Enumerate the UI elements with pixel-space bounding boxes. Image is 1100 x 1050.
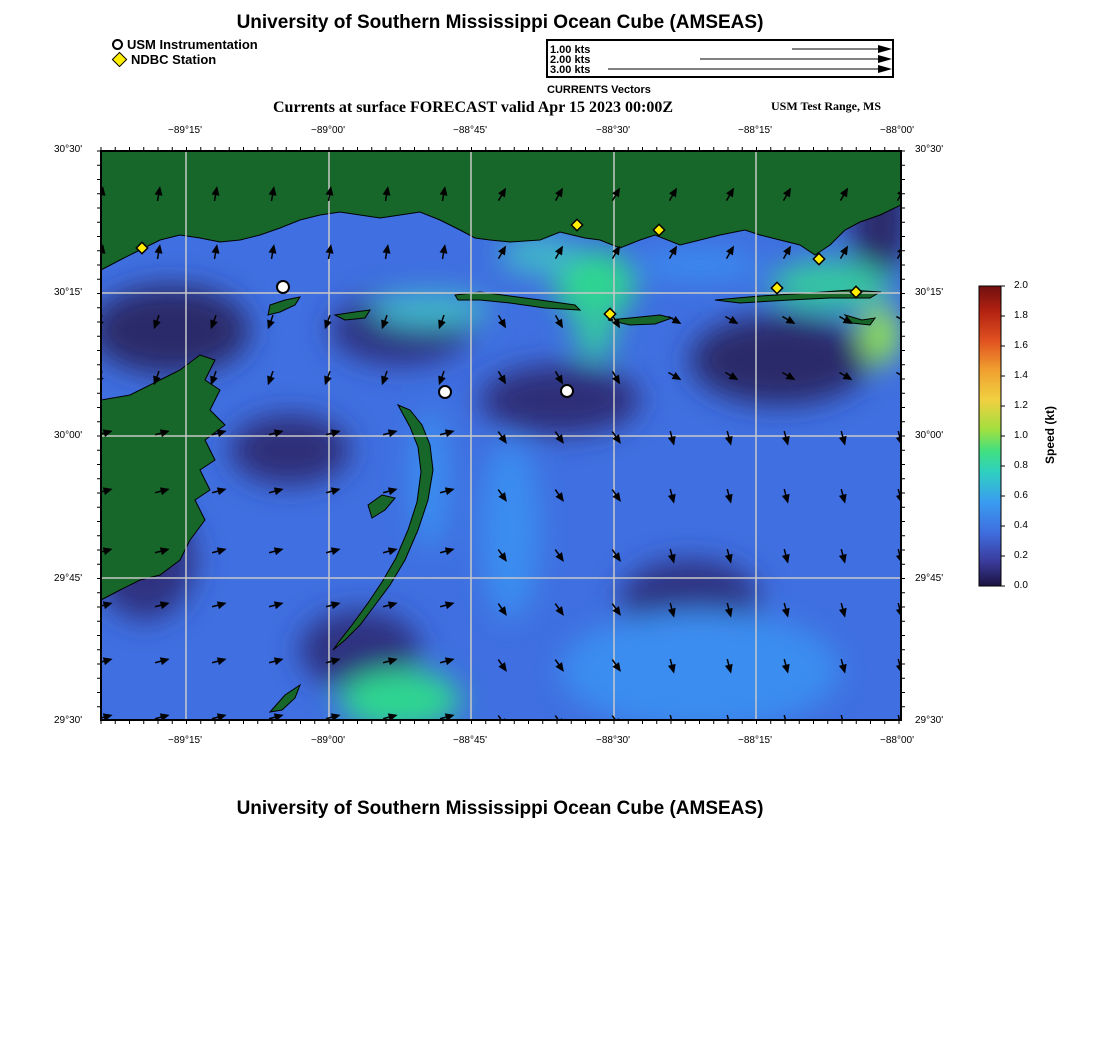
page-title: University of Southern Mississippi Ocean Cube (AMSEAS): [236, 12, 764, 33]
lon-tick-top-4: −88°30': [596, 125, 630, 136]
legend-usm-label: USM Instrumentation: [127, 37, 258, 52]
lon-tick-top-3: −88°45': [453, 125, 487, 136]
colorbar-tick: 1.6: [1014, 340, 1028, 351]
lon-tick-bottom-6: −88°00': [880, 735, 914, 746]
colorbar-tick: 2.0: [1014, 280, 1028, 291]
lon-tick-top-1: −89°15': [168, 125, 202, 136]
arrow-icon: [782, 720, 790, 730]
lat-tick-left-2: 30°15': [54, 287, 83, 298]
lon-tick-bottom-1: −89°15': [168, 735, 202, 746]
colorbar-tick: 0.2: [1014, 550, 1028, 561]
colorbar-tick: 0.0: [1014, 580, 1028, 591]
lat-tick-left-5: 29°30': [54, 715, 83, 726]
colorbar-tick: 1.2: [1014, 400, 1028, 411]
arrow-icon: [668, 720, 676, 730]
arrow-icon: [896, 720, 904, 730]
colorbar: [975, 280, 1015, 595]
colorbar-tick: 1.4: [1014, 370, 1028, 381]
lat-tick-right-5: 29°30': [915, 715, 944, 726]
lon-tick-bottom-3: −88°45': [453, 735, 487, 746]
map-subtitle: Currents at surface FORECAST valid Apr 15 2023 00:00Z: [273, 99, 674, 116]
colorbar-tick: 0.6: [1014, 490, 1028, 501]
vector-key-label-2: 2.00 kts: [550, 54, 591, 66]
range-label: USM Test Range, MS: [771, 99, 882, 113]
colorbar-tick: 0.8: [1014, 460, 1028, 471]
lat-tick-left-4: 29°45': [54, 573, 83, 584]
lon-tick-top-2: −89°00': [311, 125, 345, 136]
lat-tick-right-4: 29°45': [915, 573, 944, 584]
colorbar-tick: 1.0: [1014, 430, 1028, 441]
lat-tick-right-1: 30°30': [915, 144, 944, 155]
lon-tick-top-6: −88°00': [880, 125, 914, 136]
lon-tick-bottom-4: −88°30': [596, 735, 630, 746]
vector-key-caption: CURRENTS Vectors: [547, 84, 651, 96]
colorbar-tick: 1.8: [1014, 310, 1028, 321]
legend-ndbc-label: NDBC Station: [131, 52, 217, 67]
speed-field: [90, 151, 910, 730]
usm-marker: [439, 386, 451, 398]
colorbar-label: Speed (kt): [1043, 405, 1057, 465]
usm-marker: [277, 281, 289, 293]
lon-tick-top-5: −88°15': [738, 125, 772, 136]
lat-tick-right-2: 30°15': [915, 287, 944, 298]
lat-tick-left-3: 30°00': [54, 430, 83, 441]
colorbar-tick: 0.4: [1014, 520, 1028, 531]
lat-tick-right-3: 30°00': [915, 430, 944, 441]
lon-tick-bottom-5: −88°15': [738, 735, 772, 746]
lat-tick-left-1: 30°30': [54, 144, 83, 155]
vector-key-label-1: 1.00 kts: [550, 44, 591, 56]
bottom-title: University of Southern Mississippi Ocean Cube (AMSEAS): [236, 798, 764, 819]
usm-marker: [561, 385, 573, 397]
lon-tick-bottom-2: −89°00': [311, 735, 345, 746]
arrow-icon: [725, 720, 733, 730]
arrow-icon: [839, 720, 847, 730]
vector-key-label-3: 3.00 kts: [550, 64, 591, 76]
